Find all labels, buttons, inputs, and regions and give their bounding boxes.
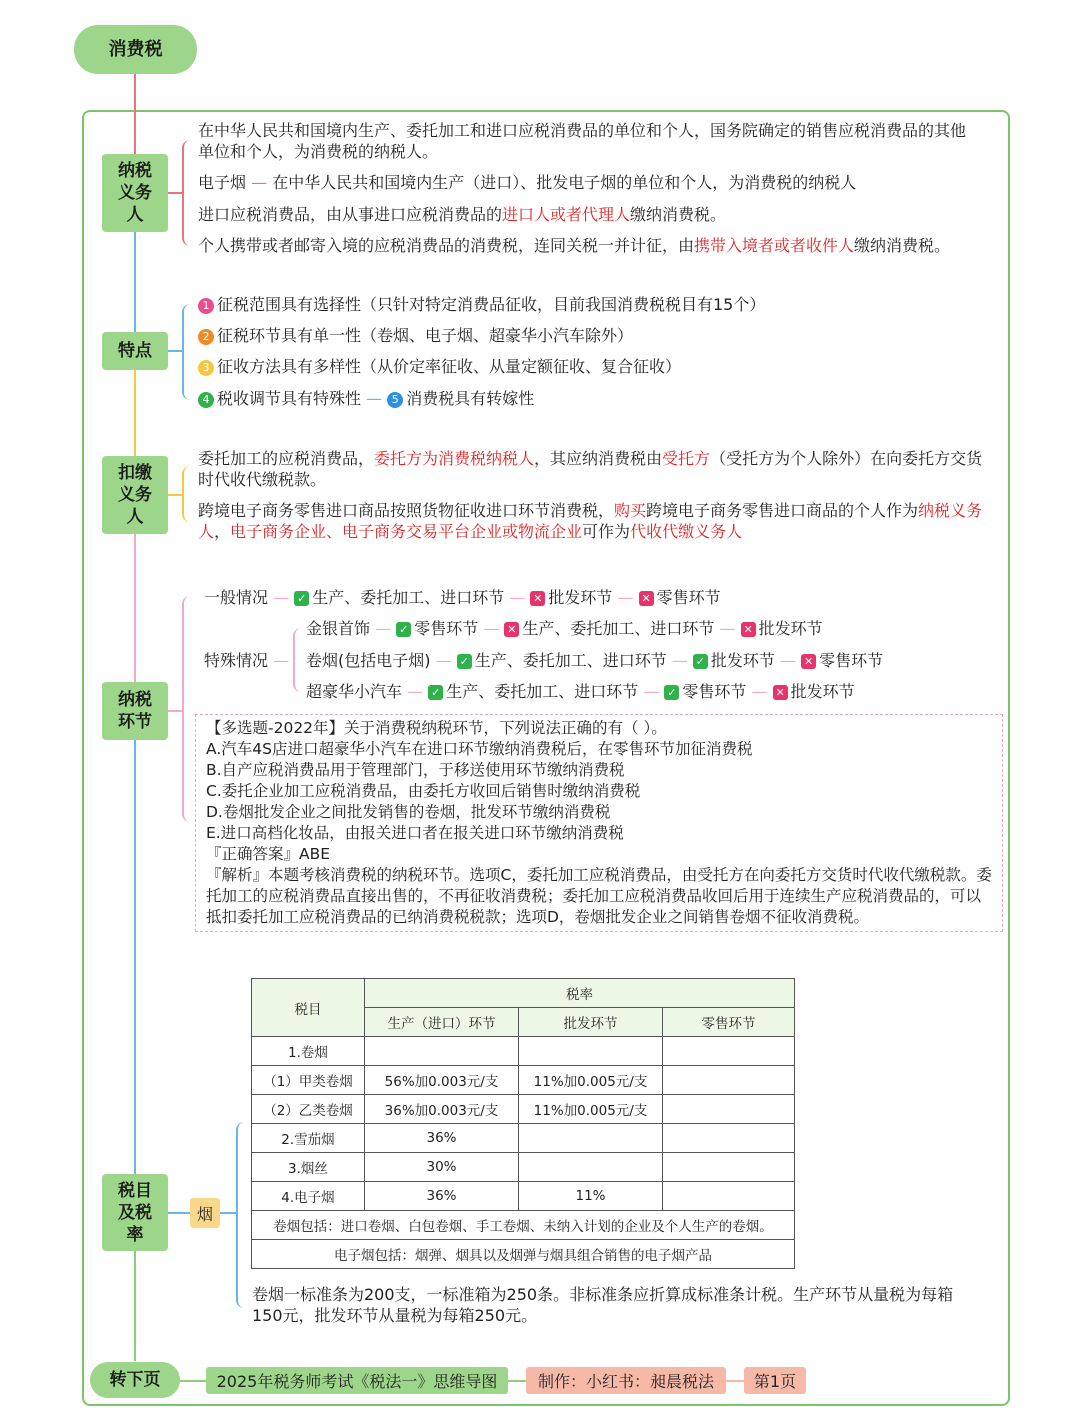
text: 卷烟包括：进口卷烟、白包卷烟、手工卷烟、未纳入计划的企业及个人生产的卷烟。 — [252, 1211, 795, 1240]
brace-connector — [182, 466, 190, 522]
text: 11%加0.005元/支 — [519, 1066, 663, 1095]
text: 委托加工的应税消费品， — [198, 449, 375, 468]
node-rates: 税目及税率 — [102, 1174, 168, 1251]
text: 36% — [365, 1124, 519, 1153]
text: （受托方为个人除外）在向委托方交货时代收代缴税款。 — [198, 449, 983, 489]
stage-general — [204, 587, 721, 608]
quiz-box — [195, 714, 1003, 932]
check-icon: ✓ — [396, 622, 411, 637]
feature-2 — [198, 325, 633, 346]
text: 卷烟(包括电子烟) — [306, 651, 431, 670]
feature-4-5 — [198, 388, 534, 409]
connector-line — [168, 1212, 190, 1214]
connector-line: — — [483, 619, 500, 638]
stage-special-label — [204, 650, 289, 671]
text: （2）乙类卷烟 — [252, 1095, 365, 1124]
text: 生产、委托加工、进口环节 — [474, 651, 667, 670]
node-features: 特点 — [102, 332, 168, 370]
node-withholding: 扣缴义务人 — [102, 456, 168, 534]
text: A.汽车4S店进口超豪华小汽车在进口环节缴纳消费税后，在零售环节加征消费税 — [206, 740, 753, 758]
text: 批发环节 — [548, 588, 613, 607]
text: 生产、委托加工、进口环节 — [446, 682, 639, 701]
text: 消费税具有转嫁性 — [406, 389, 535, 408]
text: 征收方法具有多样性（从价定率征收、从量定额征收、复合征收） — [217, 357, 682, 376]
text: 『正确答案』ABE — [206, 845, 331, 863]
cross-icon: ✕ — [639, 591, 654, 606]
connector-line: — — [671, 651, 688, 670]
text: 生产、委托加工、进口环节 — [312, 588, 505, 607]
text: 1.卷烟 — [252, 1037, 365, 1066]
check-icon: ✓ — [428, 685, 443, 700]
text: 可作为 — [582, 522, 631, 541]
text: 携带入境者或者收件人 — [694, 236, 855, 255]
check-icon: ✓ — [664, 685, 679, 700]
text: 生产（进口）环节 — [365, 1008, 519, 1037]
text — [252, 1211, 795, 1240]
text: 超豪华小汽车 — [306, 682, 403, 701]
text: 特殊情况 — [204, 651, 269, 670]
text: 零售环节 — [819, 651, 884, 670]
text — [252, 979, 795, 1269]
node-taxpayer: 纳税义务人 — [102, 154, 168, 232]
connector-line — [508, 1380, 526, 1382]
text: B.自产应税消费品用于管理部门，于移送使用环节缴纳消费税 — [206, 761, 625, 779]
cross-icon: ✕ — [741, 622, 756, 637]
number-badge-icon: 5 — [387, 392, 403, 408]
text: — — [366, 389, 383, 408]
cross-icon: ✕ — [530, 591, 545, 606]
stage-cigarette — [306, 650, 883, 671]
tobacco-rate-table — [251, 978, 795, 1269]
spine-green — [134, 1251, 136, 1361]
number-badge-icon: 2 — [198, 329, 214, 345]
connector-line — [220, 1212, 236, 1214]
text — [663, 1037, 795, 1066]
text: ， — [214, 522, 231, 541]
text: 电子烟 — [198, 173, 247, 192]
connector-line: — — [643, 682, 660, 701]
check-icon: ✓ — [294, 591, 309, 606]
text: ，其应纳消费税由 — [534, 449, 663, 468]
table-row — [252, 1153, 795, 1182]
text — [365, 1037, 519, 1066]
text — [663, 1095, 795, 1124]
text: 批发环节 — [519, 1008, 663, 1037]
text: 代收代缴义务人 — [630, 522, 743, 541]
next-page-button[interactable]: 转下页 — [90, 1362, 180, 1398]
tobacco-note: 卷烟一标准条为200支，一标准箱为250条。非标准条应折算成标准条计税。生产环节从量税为每箱150元，批发环节从量税为每箱250元。 — [252, 1285, 954, 1325]
import-taxpayer — [198, 204, 726, 225]
connector-line — [726, 1380, 744, 1382]
text: 11%加0.005元/支 — [519, 1095, 663, 1124]
connector-line: — — [273, 651, 290, 670]
text: 3.烟丝 — [252, 1153, 365, 1182]
table-row — [252, 1124, 795, 1153]
connector-line — [168, 350, 182, 352]
text — [519, 1037, 663, 1066]
connector-line: — — [617, 588, 634, 607]
footer-page: 第1页 — [744, 1367, 806, 1394]
text: 电子商务企业、电子商务交易平台企业或物流企业 — [230, 522, 583, 541]
text: 2.雪茄烟 — [252, 1124, 365, 1153]
text: D.卷烟批发企业之间批发销售的卷烟，批发环节缴纳消费税 — [206, 803, 611, 821]
text — [663, 1066, 795, 1095]
connector-line: — — [509, 588, 526, 607]
text: 批发环节 — [710, 651, 775, 670]
text: 【多选题-2022年】关于消费税纳税环节，下列说法正确的有（ ）。 — [206, 719, 667, 737]
text: 税收调节具有特殊性 — [217, 389, 362, 408]
text: 电子烟包括：烟弹、烟具以及烟弹与烟具组合销售的电子烟产品 — [252, 1240, 795, 1269]
check-icon: ✓ — [457, 654, 472, 669]
number-badge-icon: 1 — [198, 298, 214, 314]
cross-icon: ✕ — [773, 685, 788, 700]
table-row — [252, 1037, 795, 1066]
connector-line: — — [719, 619, 736, 638]
connector-line: — — [407, 682, 424, 701]
connector-line: — — [780, 651, 796, 670]
feature-1 — [198, 294, 765, 315]
text: 56%加0.003元/支 — [365, 1066, 519, 1095]
text: 在中华人民共和国境内生产（进口）、批发电子烟的单位和个人，为消费税的纳税人 — [272, 173, 857, 192]
brace-connector — [182, 596, 190, 822]
text: 『解析』本题考核消费税的纳税环节。选项C，委托加工应税消费品，由受托方在向委托方交货时代收代缴税款。委托加工的应税消费品直接出售的，不再征收消费税；委托加工应税消费品收回后用于连续生产应税消费品的，可以抵扣委托加工应税消费品的已纳消费税税款；选项D，卷烟批发企业之间销售卷烟不征收消费税。 — [206, 866, 992, 926]
brace — [182, 140, 190, 246]
text: C.委托企业加工应税消费品，由委托方收回后销售时缴纳消费税 — [206, 782, 641, 800]
text: 30% — [365, 1153, 519, 1182]
text — [252, 979, 795, 1008]
node-stage: 纳税环节 — [102, 682, 168, 740]
text — [519, 1153, 663, 1182]
spine-red — [134, 74, 136, 154]
text: 跨境电子商务零售进口商品的个人作为 — [646, 501, 919, 520]
connector-line — [168, 192, 182, 194]
footer-author: 制作：小红书：昶晨税法 — [526, 1367, 726, 1394]
text: 个人携带或者邮寄入境的应税消费品的消费税，连同关税一并计征，由 — [198, 236, 695, 255]
text: 缴纳消费税。 — [854, 236, 951, 255]
text: 受托方 — [662, 449, 711, 468]
text: 零售环节 — [656, 588, 721, 607]
text: 生产、委托加工、进口环节 — [522, 619, 715, 638]
text: 税率 — [365, 979, 795, 1008]
text: 进口人或者代理人 — [502, 205, 631, 224]
text — [663, 1182, 795, 1211]
number-badge-icon: 4 — [198, 392, 214, 408]
e-cig-taxpayer — [198, 172, 856, 193]
stage-luxury-car — [306, 681, 855, 702]
withholding-cross-border — [198, 500, 990, 542]
cross-icon: ✕ — [801, 654, 816, 669]
text: 零售环节 — [414, 619, 479, 638]
brace-connector — [293, 628, 301, 692]
taxpayer-definition: 在中华人民共和国境内生产、委托加工和进口应税消费品的单位和个人，国务院确定的销售应税消费品的其他单位和个人，为消费税的纳税人。 — [198, 121, 967, 161]
connector-line — [168, 494, 182, 496]
text: 进口应税消费品，由从事进口应税消费品的 — [198, 205, 503, 224]
table-row — [252, 1182, 795, 1211]
text — [663, 1153, 795, 1182]
connector-line: — — [273, 588, 290, 607]
text: 11% — [519, 1182, 663, 1211]
text — [252, 1240, 795, 1269]
spine-blue — [134, 232, 136, 332]
text: 4.电子烟 — [252, 1182, 365, 1211]
table-row — [252, 1066, 795, 1095]
stage-jewelry — [306, 618, 823, 639]
text: 征税范围具有选择性（只针对特定消费品征收，目前我国消费税税目有15个） — [217, 295, 766, 314]
text — [663, 1124, 795, 1153]
feature-3 — [198, 356, 681, 377]
check-icon: ✓ — [693, 654, 708, 669]
spine-pink — [134, 534, 136, 682]
text: E.进口高档化妆品，由报关进口者在报关进口环节缴纳消费税 — [206, 824, 624, 842]
connector-line: — — [751, 682, 768, 701]
text: 36% — [365, 1182, 519, 1211]
text: 金银首饰 — [306, 619, 371, 638]
text: 缴纳消费税。 — [630, 205, 727, 224]
text: — — [251, 173, 268, 192]
text: 委托方为消费税纳税人 — [374, 449, 535, 468]
spine-yellow — [134, 370, 136, 456]
connector-line — [180, 1380, 206, 1382]
text: 征税环节具有单一性（卷烟、电子烟、超豪华小汽车除外） — [217, 326, 634, 345]
text: 零售环节 — [663, 1008, 795, 1037]
text — [519, 1124, 663, 1153]
brace-connector — [236, 1122, 244, 1308]
text: 税目 — [252, 979, 365, 1037]
text: 一般情况 — [204, 588, 269, 607]
text: 批发环节 — [790, 682, 855, 701]
connector-line: — — [435, 651, 452, 670]
text: 零售环节 — [682, 682, 747, 701]
cross-icon: ✕ — [504, 622, 519, 637]
text: 批发环节 — [758, 619, 823, 638]
text: 跨境电子商务零售进口商品按照货物征收进口环节消费税， — [198, 501, 615, 520]
text: 购买 — [614, 501, 647, 520]
root-node: 消费税 — [74, 25, 197, 74]
number-badge-icon: 3 — [198, 360, 214, 376]
connector-line: — — [375, 619, 392, 638]
node-tobacco: 烟 — [190, 1198, 220, 1228]
text: 36%加0.003元/支 — [365, 1095, 519, 1124]
text: （1）甲类卷烟 — [252, 1066, 365, 1095]
table-row — [252, 1095, 795, 1124]
withholding-entrusted — [198, 448, 990, 490]
connector-line — [168, 710, 182, 712]
personal-import-taxpayer — [198, 235, 950, 256]
text: 纳税义务人 — [198, 501, 983, 541]
footer-title: 2025年税务师考试《税法一》思维导图 — [206, 1367, 508, 1394]
brace-connector — [182, 304, 190, 400]
spine-blue2 — [134, 740, 136, 1174]
